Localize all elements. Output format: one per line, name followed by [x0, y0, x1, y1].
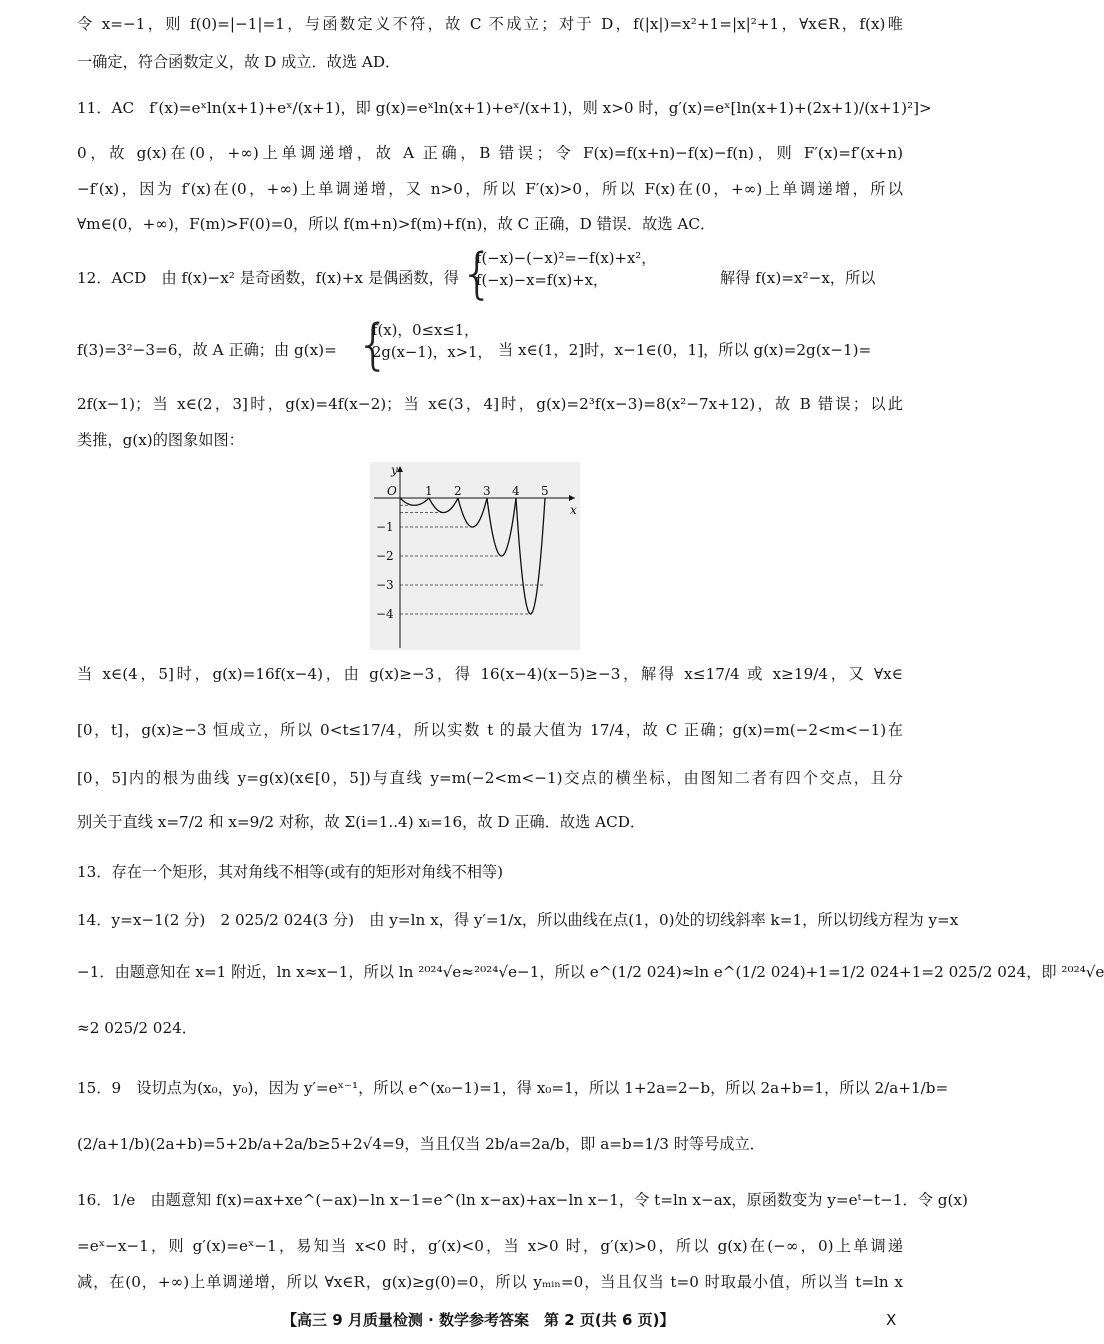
text-line-12h: 别关于直线 x=7/2 和 x=9/2 对称，故 Σ(i=1..4) xᵢ=16，故 D 正确．故选 ACD． — [77, 813, 646, 831]
text-line-14c: ≈2 025/2 024． — [77, 1019, 197, 1037]
system-row: f(x)，0≤x≤1， — [372, 322, 479, 339]
x-tick-label: 3 — [483, 484, 491, 498]
text-line-14b: −1．由题意知在 x=1 附近，ln x≈x−1，所以 ln ²⁰²⁴√e≈²⁰²⁴√e−1，所以 e^(1/2 024)≈ln e^(1/2 024)+1=1/2 024+1=2 025/2 024，即 ²⁰²⁴√e — [77, 963, 1104, 981]
text-line-12g: [0，5]内的根为曲线 y=g(x)(x∈[0，5])与直线 y=m(−2<m<−1)交点的横坐标，由图知二者有四个交点，且分 — [77, 769, 903, 787]
x-tick-label: 5 — [541, 484, 549, 498]
y-tick-label: −3 — [376, 578, 394, 592]
curve-piece-5 — [516, 498, 545, 614]
system-row: f(−x)−x=f(x)+x， — [476, 272, 608, 289]
text-line-12e: 当 x∈(4，5]时，g(x)=16f(x−4)，由 g(x)≥−3，得 16(x−4)(x−5)≥−3，解得 x≤17/4 或 x≥19/4，又 ∀x∈ — [77, 665, 903, 683]
curve-piece-2 — [429, 498, 458, 513]
text-line-13: 13．存在一个矩形，其对角线不相等(或有的矩形对角线不相等) — [77, 863, 504, 881]
footer-title: 【高三 9 月质量检测 · 数学参考答案 第 2 页(共 6 页)】 — [282, 1311, 675, 1329]
curve-piece-4 — [487, 498, 516, 556]
left-brace: { — [460, 242, 495, 305]
text-line-11c: −f′(x)，因为 f′(x)在(0，+∞)上单调递增，又 n>0，所以 F′(x)>0，所以 F(x)在(0，+∞)上单调递增，所以 — [77, 180, 903, 198]
text-line-14a: 14．y=x−1(2 分) 2 025/2 024(3 分) 由 y=ln x，得 y′=1/x，所以曲线在点(1，0)处的切线斜率 k=1，所以切线方程为 y=x — [77, 911, 959, 929]
x-axis-arrow — [569, 495, 575, 501]
text-line-12c: 2f(x−1)；当 x∈(2，3]时，g(x)=4f(x−2)；当 x∈(3，4]时，g(x)=2³f(x−3)=8(x²−7x+12)，故 B 错误；以此 — [77, 395, 903, 413]
equation-system-12a — [476, 248, 656, 292]
curve-piece-3 — [458, 498, 487, 527]
left-brace: { — [356, 313, 391, 376]
text-line-2: 一确定，符合函数定义，故 D 成立．故选 AD． — [77, 53, 401, 71]
system-row: 2g(x−1)，x>1， — [372, 344, 493, 361]
text-line-16c: 减，在(0，+∞)上单调递增，所以 ∀x∈R，g(x)≥g(0)=0，所以 yₘᵢₙ=0，当且仅当 t=0 时取最小值，所以当 t=ln x — [77, 1273, 903, 1291]
curve-piece-1 — [400, 498, 429, 505]
function-graph — [370, 462, 580, 650]
footer-mark: X — [886, 1311, 897, 1329]
y-tick-label: −4 — [376, 607, 394, 621]
x-tick-label: 1 — [425, 484, 433, 498]
system-row: f(−x)−(−x)²=−f(x)+x²， — [476, 250, 657, 267]
text-line-1: 令 x=−1，则 f(0)=|−1|=1，与函数定义不符，故 C 不成立；对于 D，f(|x|)=x²+1=|x|²+1，∀x∈R，f(x)唯 — [77, 15, 903, 33]
text-line-12b: f(3)=3²−3=6，故 A 正确；由 g(x)= — [77, 341, 337, 359]
text-line-11b: 0，故 g(x)在(0，+∞)上单调递增，故 A 正确，B 错误；令 F(x)=f(x+n)−f(x)−f(n)，则 F′(x)=f′(x+n) — [77, 144, 903, 162]
y-tick-label: −2 — [376, 549, 394, 563]
text-line-12b-tail: 当 x∈(1，2]时，x−1∈(0，1]，所以 g(x)=2g(x−1)= — [498, 341, 872, 359]
y-axis-arrow — [397, 466, 403, 472]
text-line-11d: ∀m∈(0，+∞)，F(m)>F(0)=0，所以 f(m+n)>f(m)+f(n)，故 C 正确，D 错误．故选 AC． — [77, 215, 716, 233]
text-line-15b: (2/a+1/b)(2a+b)=5+2b/a+2a/b≥5+2√4=9，当且仅当 2b/a=2a/b，即 a=b=1/3 时等号成立． — [77, 1135, 765, 1153]
equation-system-12b — [372, 320, 492, 364]
x-tick-label: 2 — [454, 484, 462, 498]
x-axis-label: x — [570, 503, 577, 517]
text-line-11a: 11．AC f′(x)=eˣln(x+1)+eˣ/(x+1)，即 g(x)=eˣln(x+1)+eˣ/(x+1)，则 x>0 时，g′(x)=eˣ[ln(x+1)+(2x+1)/(x+1)²]> — [77, 99, 932, 117]
text-line-12a-tail: 解得 f(x)=x²−x，所以 — [720, 269, 876, 287]
text-line-16b: =eˣ−x−1，则 g′(x)=eˣ−1，易知当 x<0 时，g′(x)<0，当 x>0 时，g′(x)>0，所以 g(x)在(−∞，0)上单调递 — [77, 1237, 903, 1255]
text-line-12f: [0，t]，g(x)≥−3 恒成立，所以 0<t≤17/4，所以实数 t 的最大值为 17/4，故 C 正确；g(x)=m(−2<m<−1)在 — [77, 721, 903, 739]
text-line-15a: 15．9 设切点为(x₀，y₀)，因为 y′=eˣ⁻¹，所以 e^(x₀−1)=1，得 x₀=1，所以 1+2a=2−b，所以 2a+b=1，所以 2/a+1/b= — [77, 1079, 949, 1097]
y-tick-label: −1 — [376, 520, 394, 534]
text-line-12d: 类推，g(x)的图象如图： — [77, 431, 244, 449]
text-line-12a: 12．ACD 由 f(x)−x² 是奇函数，f(x)+x 是偶函数，得 — [77, 269, 459, 287]
text-line-16a: 16．1/e 由题意知 f(x)=ax+xe^(−ax)−ln x−1=e^(ln x−ax)+ax−ln x−1，令 t=ln x−ax，原函数变为 y=eᵗ−t−1．令 g(x) — [77, 1191, 968, 1209]
graph-svg — [370, 462, 580, 650]
origin-label: O — [387, 484, 397, 498]
y-axis-label: y — [391, 463, 398, 477]
x-tick-label: 4 — [512, 484, 520, 498]
